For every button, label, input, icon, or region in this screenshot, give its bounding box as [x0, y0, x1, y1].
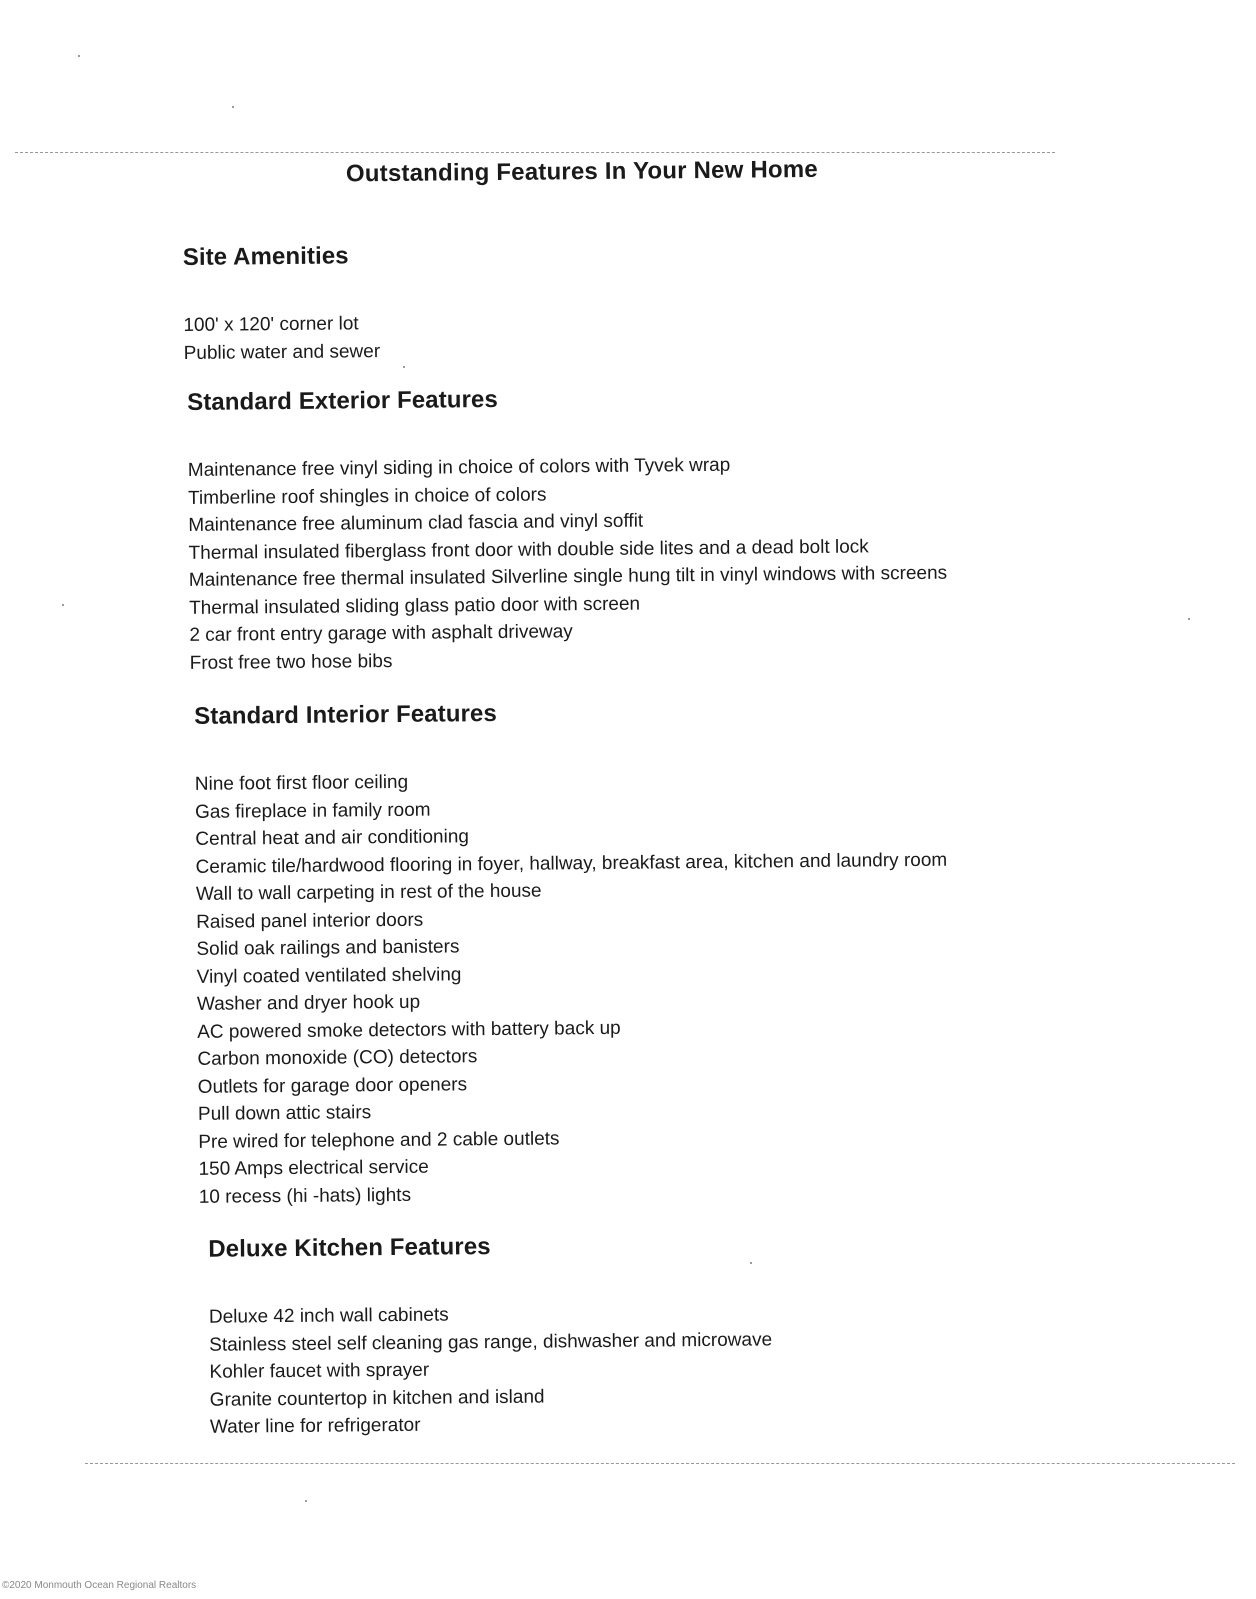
list-item: Thermal insulated fiberglass front door with double side lites and a dead bolt lock	[188, 535, 869, 564]
list-item: Nine foot first floor ceiling	[194, 771, 409, 795]
section-kitchen-features	[208, 1230, 773, 1441]
section-heading: Deluxe Kitchen Features	[208, 1233, 491, 1263]
list-item: Maintenance free aluminum clad fascia and vinyl soffit	[188, 510, 644, 536]
copyright-watermark: ©2020 Monmouth Ocean Regional Realtors	[2, 1580, 197, 1591]
list-item: Pull down attic stairs	[197, 1102, 372, 1125]
section-exterior-features	[187, 382, 948, 677]
section-interior-features	[194, 696, 950, 1211]
list-item: Granite countertop in kitchen and island	[209, 1386, 545, 1411]
list-item: Frost free two hose bibs	[189, 650, 393, 674]
list-item: 10 recess (hi -hats) lights	[198, 1184, 412, 1208]
list-item: Maintenance free thermal insulated Silverline single hung tilt in vinyl windows with screens	[188, 562, 948, 591]
list-item: Pre wired for telephone and 2 cable outlets	[198, 1127, 560, 1153]
list-item: Gas fireplace in family room	[194, 799, 431, 823]
list-item: Stainless steel self cleaning gas range, dishwasher and microwave	[209, 1328, 773, 1356]
list-item: Thermal insulated sliding glass patio door with screen	[189, 593, 641, 619]
list-item: Raised panel interior doors	[196, 909, 424, 933]
section-heading: Site Amenities	[182, 242, 349, 271]
feature-list	[183, 310, 380, 367]
list-item: Outlets for garage door openers	[197, 1073, 468, 1098]
list-item: Deluxe 42 inch wall cabinets	[208, 1304, 449, 1328]
section-heading: Standard Exterior Features	[187, 385, 498, 416]
list-item: 100' x 120' corner lot	[183, 313, 359, 336]
list-item: 150 Amps electrical service	[198, 1156, 429, 1180]
feature-list	[195, 764, 951, 1211]
list-item: Ceramic tile/hardwood flooring in foyer, hallway, breakfast area, kitchen and laundry room	[195, 849, 948, 878]
list-item: Vinyl coated ventilated shelving	[196, 963, 462, 988]
list-item: Kohler faucet with sprayer	[209, 1359, 430, 1383]
feature-list	[209, 1298, 773, 1441]
list-item: Timberline roof shingles in choice of colors	[187, 484, 547, 509]
list-item: Water line for refrigerator	[209, 1414, 421, 1438]
list-item: Solid oak railings and banisters	[196, 936, 460, 960]
document-title: Outstanding Features In Your New Home	[345, 155, 819, 188]
list-item: AC powered smoke detectors with battery back up	[197, 1017, 621, 1043]
section-heading: Standard Interior Features	[194, 699, 497, 730]
list-item: Maintenance free vinyl siding in choice of colors with Tyvek wrap	[187, 454, 731, 481]
list-item: Central heat and air conditioning	[195, 826, 470, 850]
list-item: 2 car front entry garage with asphalt driveway	[189, 621, 573, 646]
list-item: Public water and sewer	[183, 340, 381, 364]
list-item: Washer and dryer hook up	[196, 991, 421, 1015]
list-item: Carbon monoxide (CO) detectors	[197, 1046, 478, 1070]
feature-list	[188, 450, 948, 677]
section-site-amenities	[183, 242, 381, 367]
list-item: Wall to wall carpeting in rest of the house	[195, 880, 542, 905]
